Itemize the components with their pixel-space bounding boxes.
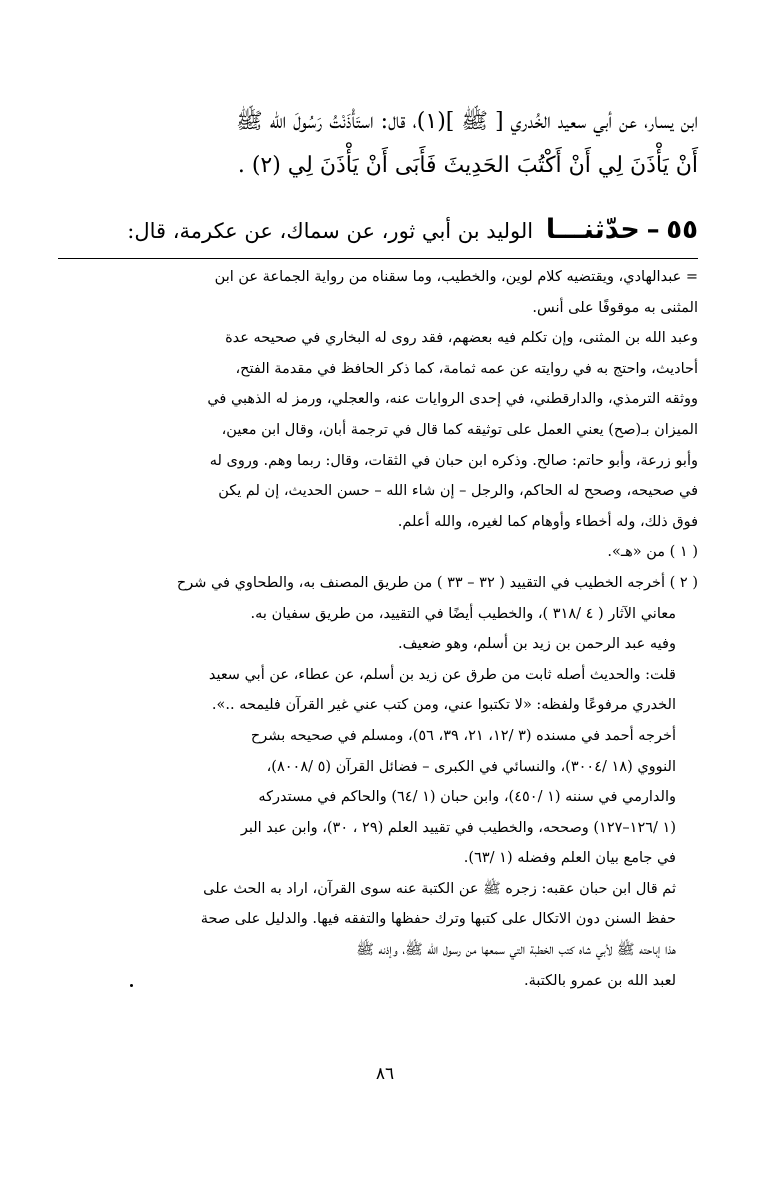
footnote-line: وعبد الله بن المثنى، وإن تكلم فيه بعضهم، فقد روى له البخاري في صحيحه عدة: [225, 330, 698, 347]
footnote-line: قلت: والحديث أصله ثابت من طرق عن زيد بن أسلم، عن عطاء، عن أبي سعيد: [208, 666, 676, 683]
main-text-block: [58, 100, 698, 188]
hadith-keyword: حدّثنـــا: [545, 214, 640, 245]
main-text-line: أَنْ يَأْذَنَ لِي أَنْ أَكْتُبَ الحَدِيثَ فَأَبَى أَنْ يَأْذَنَ لِي (٢) .: [237, 153, 698, 178]
footnote-line: وفيه عبد الرحمن بن زيد بن أسلم، وهو ضعيف.: [398, 636, 676, 653]
hadith-number: ٥٥: [666, 215, 698, 245]
footnote-line: (١ /١٢٦–١٢٧) وصححه، والخطيب في تقييد العلم (٢٩ ، ٣٠)، وابن عبد البر: [240, 819, 676, 836]
footnote-line: أخرجه أحمد في مسنده (٣ /١٢، ٢١، ٣٩، ٥٦)، ومسلم في صحيحه بشرح: [250, 727, 676, 744]
footnotes-block: [58, 262, 698, 996]
footnote-line: = عبدالهادي، ويقتضيه كلام لوين، والخطيب، وما سقناه من رواية الجماعة عن ابن: [214, 269, 698, 285]
footnote-line: المثنى به موقوفًا على أنس.: [532, 299, 698, 316]
footnote-line: حفظ السنن دون الاتكال على كتبها وترك حفظها والتفقه فيها. والدليل على صحة: [200, 911, 676, 928]
main-text-line: ابن يسار، عن أبي سعيد الخُدري [ ﷺ ](١)، قال: استَأْذَنْتُ رَسُولَ الله ﷺ: [236, 109, 698, 134]
footnote-line: ثم قال ابن حبان عقبه: زجره ﷺ عن الكتبة عنه سوى القرآن، اراد به الحث على: [203, 880, 676, 897]
hadith-dash: –: [646, 215, 660, 245]
hadith-chain: الوليد بن أبي ثور، عن سماك، عن عكرمة، قال:: [127, 219, 534, 243]
footnote-line: هذا إباحته ﷺ لأبي شاه كتب الخطبة التي سمعها من رسول الله ﷺ، وإذنه ﷺ: [356, 942, 676, 959]
footnote-line: في صحيحه، وصحح له الحاكم، والرجل – إن شاء الله – حسن الحديث، إن لم يكن: [218, 483, 698, 500]
footnote-separator: [58, 258, 698, 259]
footnote-line: وأبو زرعة، وأبو حاتم: صالح. وذكره ابن حبان في الثقات، وقال: ربما وهم. وروى له: [209, 452, 698, 469]
footnote-1: ( ١ ) من «هـ».: [607, 544, 698, 561]
page-number: ٨٦: [375, 1064, 395, 1084]
footnote-line: أحاديث، واحتج به في روايته عن عمه ثمامة، كما ذكر الحافظ في مقدمة الفتح،: [235, 360, 698, 377]
footnote-line: والدارمي في سننه (١ /٤٥٠)، وابن حبان (١ /٦٤) والحاكم في مستدركه: [258, 789, 676, 806]
footnote-line: النووي (١٨ /٣٠٠٤)، والنسائي في الكبرى – فضائل القرآن (٥ /٨٠٠٨)،: [266, 758, 676, 775]
footnote-2-line: ( ٢ ) أخرجه الخطيب في التقييد ( ٣٢ – ٣٣ ) من طريق المصنف به، والطحاوي في شرح: [176, 574, 698, 591]
footnote-line: لعبد الله بن عمرو بالكتبة.: [524, 972, 676, 989]
hadith-heading: [58, 208, 698, 253]
stray-dot: [130, 984, 133, 987]
footnote-line: فوق ذلك، وله أخطاء وأوهام كما لغيره، والله أعلم.: [397, 513, 698, 530]
footnote-line: الخدري مرفوعًا ولفظه: «لا تكتبوا عني، ومن كتب عني غير القرآن فليمحه ..».: [211, 697, 676, 714]
footnote-line: ووثقه الترمذي، والدارقطني، في إحدى الروايات عنه، والعجلي، ورمز له الذهبي في: [207, 391, 698, 408]
footnote-2-line: معاني الآثار ( ٤ /٣١٨ )، والخطيب أيضًا في التقييد، من طريق سفيان به.: [250, 605, 676, 622]
footnote-line: الميزان بـ(صح) يعني العمل على توثيقه كما قال في ترجمة أبان، وقال ابن معين،: [221, 421, 698, 438]
footnote-line: في جامع بيان العلم وفضله (١ /٦٣).: [463, 850, 676, 867]
